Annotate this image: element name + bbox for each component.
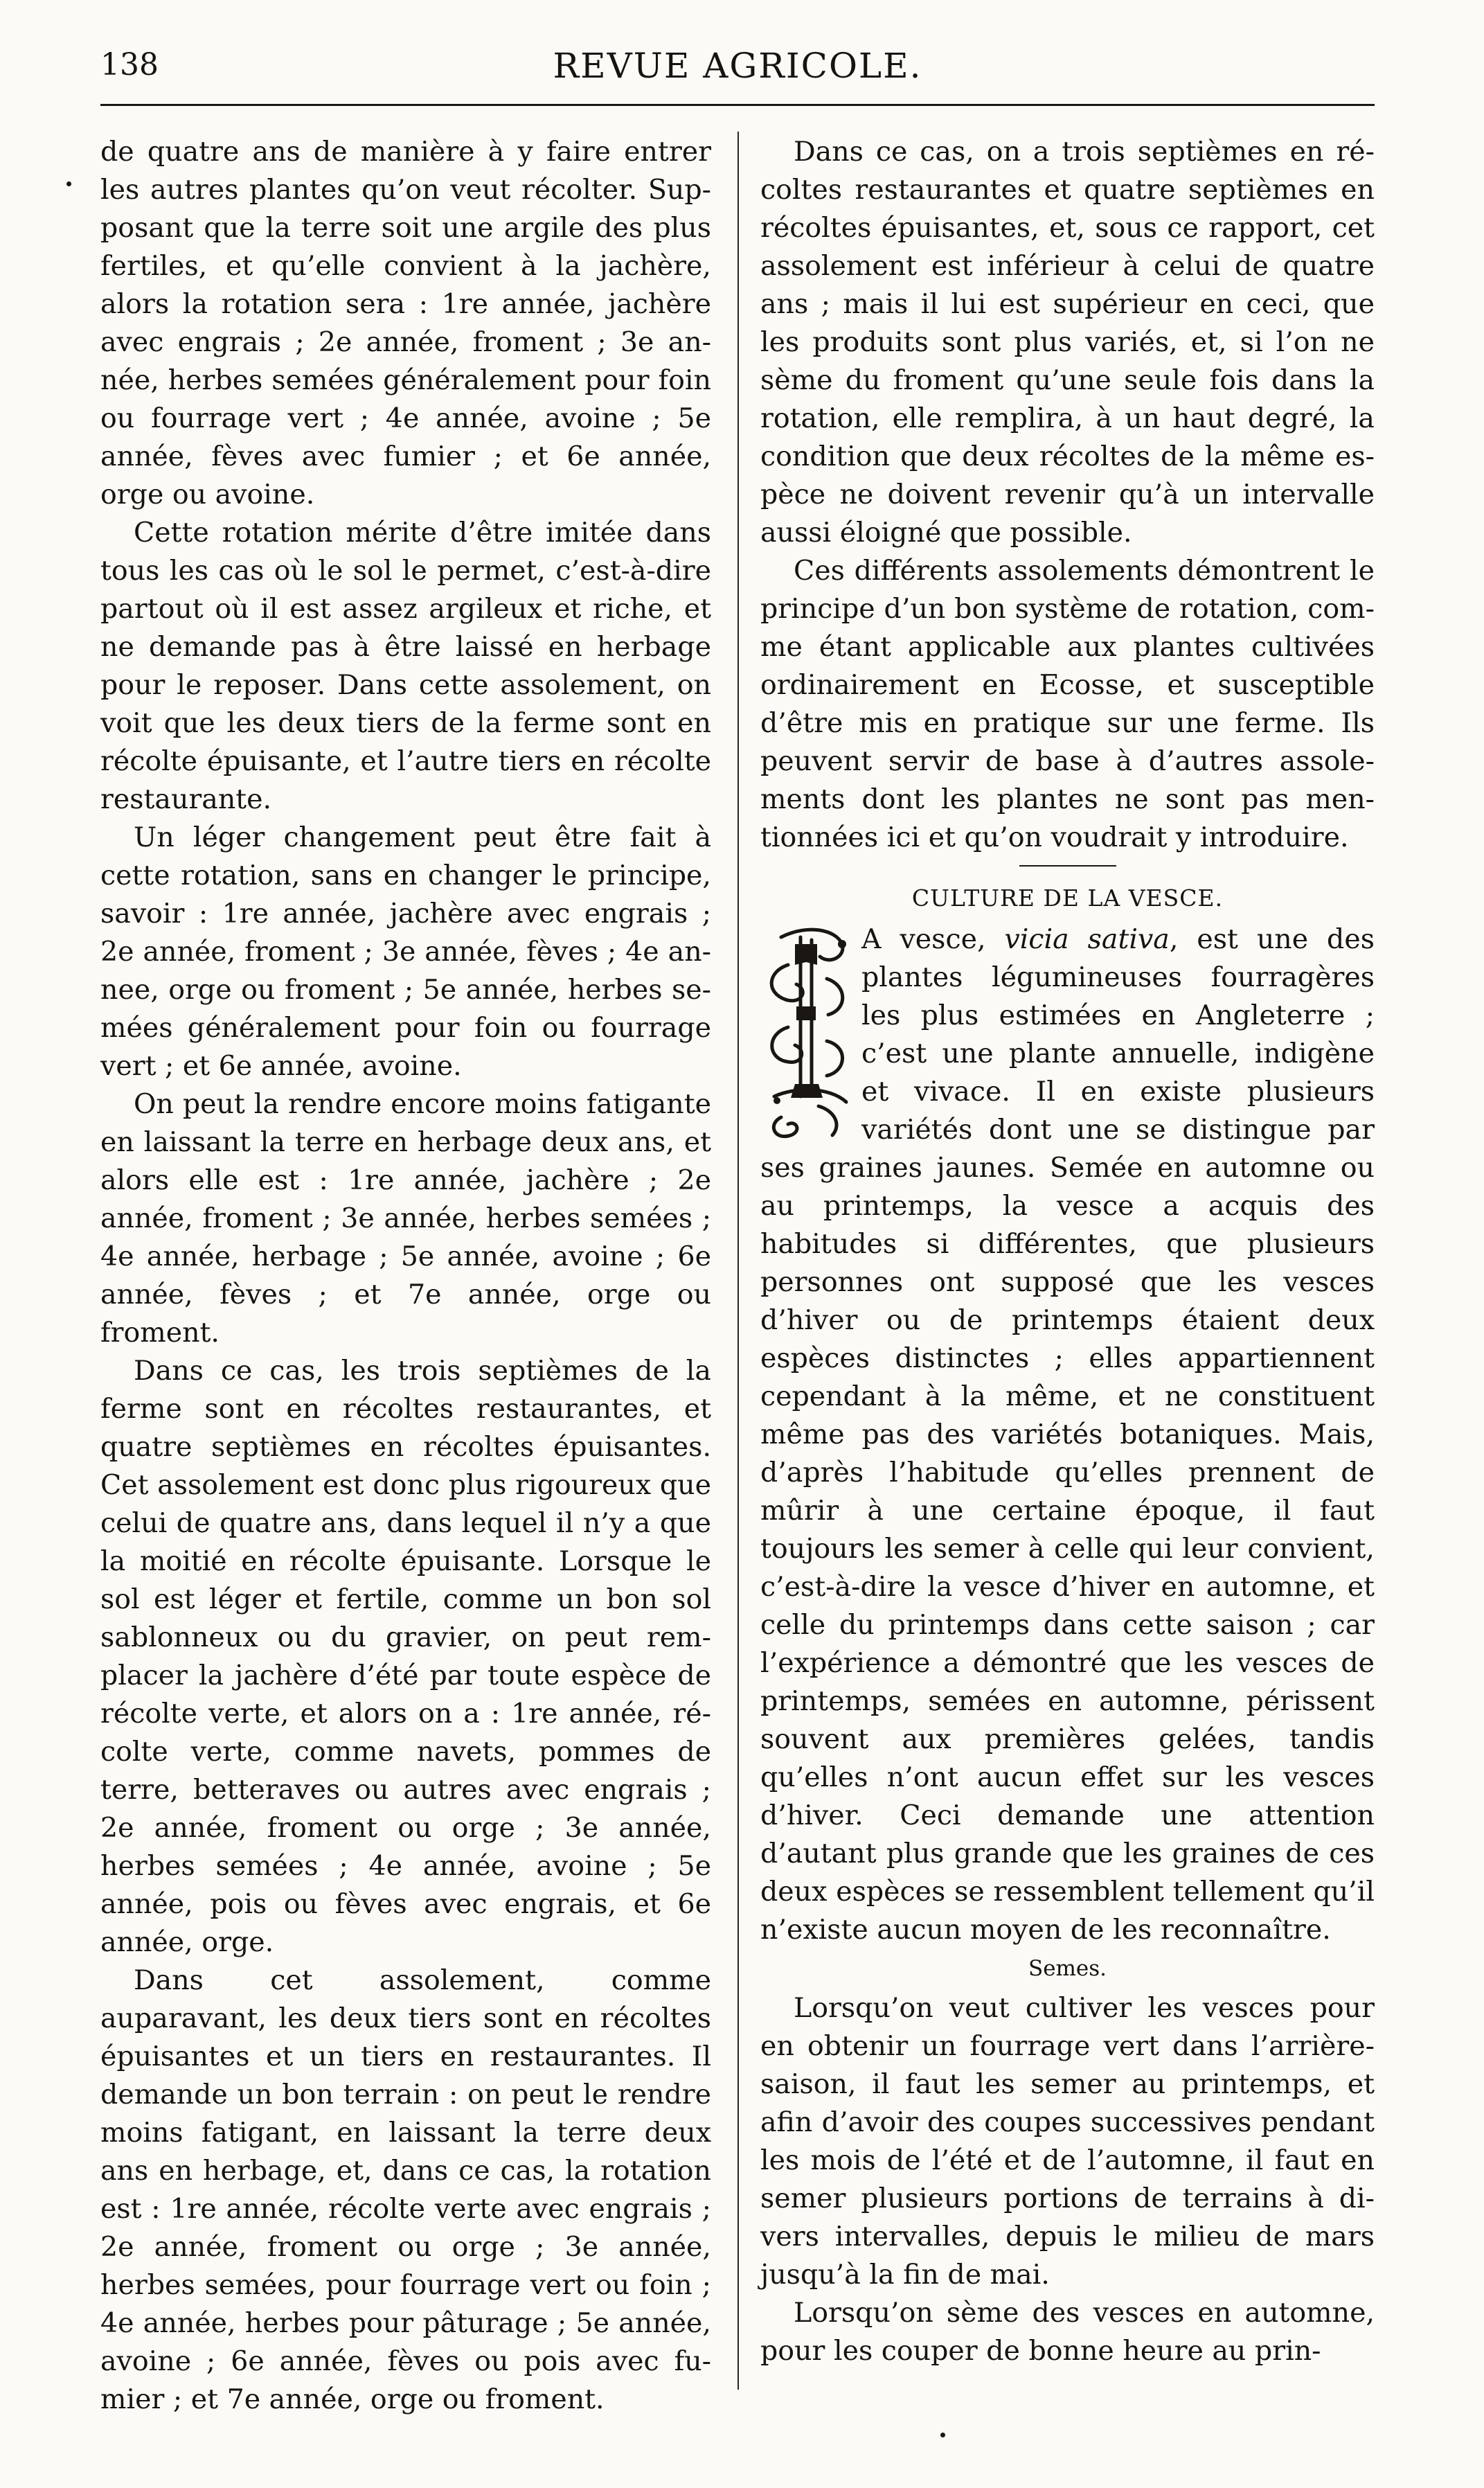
ornamental-dropcap-l-icon	[760, 923, 855, 1144]
left-paragraph-5: Dans ce cas, les trois septièmes de la ferme sont en récoltes restaurantes, et quatre septièmes en récoltes épuisantes. Cet assolement est donc plus rigoureux que celui de quatre ans, dans lequel il n’y a que la moitié en récolte épuisante. Lorsque le sol est léger et fertile, comme un bon sol sablonneux ou du gravier, on peut remplacer la jachère d’été par toute espèce de récolte verte, et alors on a : 1re année, récolte verte, comme navets, pommes de terre, betteraves ou autres avec engrais ; 2e année, froment ou orge ; 3e année, herbes semées ; 4e année, avoine ; 5e année, pois ou fèves avec engrais, et 6e année, orge.	[100, 1355, 711, 1958]
section-lead-text: A vesce,	[861, 923, 1005, 955]
right-paragraph-1: Dans ce cas, on a trois septièmes en récoltes restaurantes et quatre septièmes en récoltes épuisantes, et, sous ce rapport, cet assolement est inférieur à celui de quatre ans ; mais il lui est supérieur en ceci, que les produits sont plus variés, et, si l’on ne sème du froment qu’une seule fois dans la rotation, elle remplira, à un haut degré, la condition que deux récoltes de la même espèce ne doivent revenir qu’à un intervalle aussi éloigné que possible.	[760, 136, 1375, 549]
left-paragraph-3: Un léger changement peut être fait à cette rotation, sans en changer le principe, savoir : 1re année, jachère avec engrais ; 2e année, froment ; 3e année, fèves ; 4e annee, orge ou froment ; 5e année, herbes semées généralement pour foin ou fourrage vert ; et 6e année, avoine.	[100, 821, 711, 1082]
subsection-paragraph-1: Lorsqu’on veut cultiver les vesces pour en obtenir un fourrage vert dans l’arrière-saison, il faut les semer au printemps, et afin d’avoir des coupes successives pendant les mois de l’été et de l’automne, il faut en semer plusieurs portions de terrains à divers intervalles, depuis le milieu de mars jusqu’à la fin de mai.	[760, 1992, 1375, 2291]
page-number: 138	[100, 47, 159, 82]
left-paragraph-4: On peut la rendre encore moins fatigante en laissant la terre en herbage deux ans, et alors elle est : 1re année, jachère ; 2e année, froment ; 3e année, herbes semées ; 4e année, herbage ; 5e année, avoine ; 6e année, fèves ; et 7e année, orge ou froment.	[100, 1088, 711, 1349]
right-paragraph-2: Ces différents assolements démontrent le principe d’un bon système de rotation, comme étant applicable aux plantes cultivées ordinairement en Ecosse, et susceptible d’être mis en pratique sur une ferme. Ils peuvent servir de base à d’autres assolements dont les plantes ne sont pas mentionnées ici et qu’on voudrait y introduire.	[760, 555, 1375, 853]
running-title: REVUE AGRICOLE.	[553, 46, 922, 86]
subsection-paragraph-2: Lorsqu’on sème des vesces en automne, pour les couper de bonne heure au prin-	[760, 2297, 1375, 2367]
stray-dot-mark	[66, 181, 71, 186]
stray-dot-mark-bottom	[940, 2433, 945, 2437]
left-paragraph-6: Dans cet assolement, comme auparavant, les deux tiers sont en récoltes épuisantes et un tiers en restaurantes. Il demande un bon terrain : on peut le rendre moins fatigant, en laissant la terre deux ans en herbage, et, dans ce cas, la rotation est : 1re année, récolte verte avec engrais ; 2e année, froment ou orge ; 3e année, herbes semées, pour fourrage vert ou foin ; 4e année, herbes pour pâturage ; 5e année, avoine ; 6e année, fèves ou pois avec fumier ; et 7e année, orge ou froment.	[100, 1964, 711, 2415]
left-paragraph-1: de quatre ans de manière à y faire entrer les autres plantes qu’on veut récolter. Supposant que la terre soit une argile des plus fertiles, et qu’elle convient à la jachère, alors la rotation sera : 1re année, jachère avec engrais ; 2e année, froment ; 3e année, herbes semées généralement pour foin ou fourrage vert ; 4e année, avoine ; 5e année, fèves avec fumier ; et 6e année, orge ou avoine.	[100, 136, 711, 510]
subsection-title: Semes.	[1028, 1956, 1107, 1981]
section-body-text: , est une des plantes légumineuses fourragères les plus estimées en Angleterre ; c’est une plante annuelle, indigène et vivace. Il en existe plusieurs variétés dont une se distingue par ses graines jaunes. Semée en automne ou au printemps, la vesce a acquis des habitudes si différentes, que plusieurs personnes ont supposé que les vesces d’hiver ou de printemps étaient deux espèces distinctes ; elles appartiennent cependant à la même, et ne constituent même pas des variétés botaniques. Mais, d’après l’habitude qu’elles prennent de mûrir à une certaine époque, il faut toujours les semer à celle qui leur convient, c’est-à-dire la vesce d’hiver en automne, et celle du printemps dans cette saison ; car l’expérience a démontré que les vesces de printemps, semées en automne, périssent souvent aux premières gelées, tandis qu’elles n’ont aucun effet sur les vesces d’hiver. Ceci demande une attention d’autant plus grande que les graines de ces deux espèces se ressemblent tellement qu’il n’existe aucun moyen de les reconnaître.	[760, 923, 1375, 1946]
section-lead-italic: vicia sativa	[1004, 923, 1170, 955]
page-header	[100, 40, 1375, 96]
right-column	[760, 133, 1375, 2370]
section-separator-rule	[1019, 865, 1116, 867]
left-column	[100, 133, 711, 2419]
section-body	[760, 921, 1375, 1949]
section-title: CULTURE DE LA VESCE.	[911, 885, 1224, 912]
left-paragraph-2: Cette rotation mérite d’être imitée dans tous les cas où le sol le permet, c’est-à-dire partout où il est assez argileux et riche, et ne demande pas à être laissé en herbage pour le reposer. Dans cette assolement, on voit que les deux tiers de la ferme sont en récolte épuisante, et l’autre tiers en récolte restaurante.	[100, 517, 711, 815]
header-rule	[100, 104, 1375, 106]
column-divider	[737, 132, 739, 2390]
